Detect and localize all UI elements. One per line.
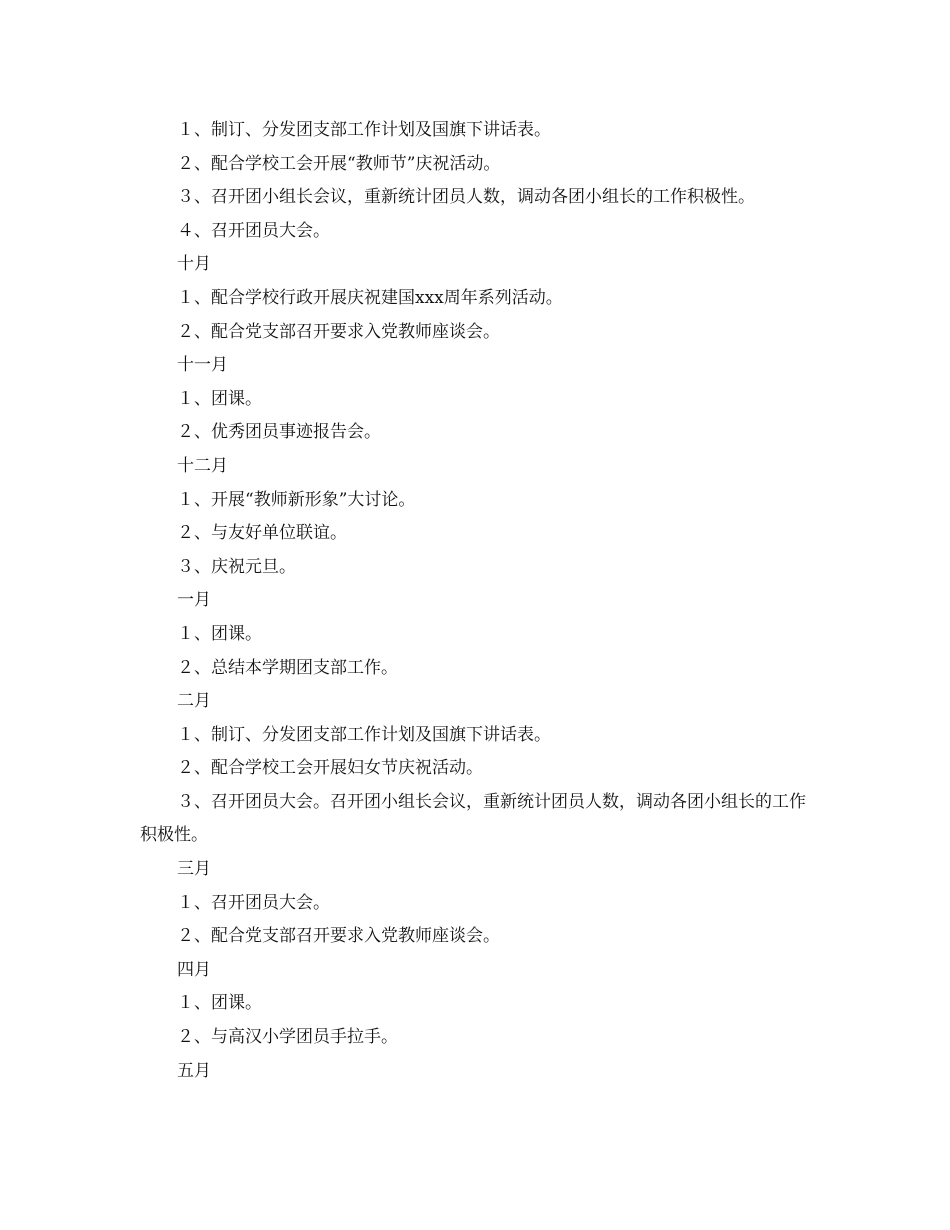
month-heading: 十二月 <box>177 455 228 476</box>
month-heading: 二月 <box>177 691 211 712</box>
list-item: ２、配合党支部召开要求入党教师座谈会。 <box>177 926 500 947</box>
month-heading: 十一月 <box>177 355 228 376</box>
list-item: １、团课。 <box>177 993 262 1014</box>
month-heading: 五月 <box>177 1060 211 1081</box>
list-item: ２、优秀团员事迹报告会。 <box>177 422 381 443</box>
list-item: ２、与友好单位联谊。 <box>177 523 347 544</box>
list-item: ３、召开团小组长会议，重新统计团员人数，调动各团小组长的工作积极性。 <box>177 187 755 208</box>
list-item: ２、总结本学期团支部工作。 <box>177 657 398 678</box>
list-item: １、制订、分发团支部工作计划及国旗下讲话表。 <box>177 724 551 745</box>
list-item: ２、与高汉小学团员手拉手。 <box>177 1027 398 1048</box>
list-item: ２、配合学校工会开展“教师节”庆祝活动。 <box>177 153 501 174</box>
list-item: ３、庆祝元旦。 <box>177 556 296 577</box>
list-item: １、团课。 <box>177 388 262 409</box>
list-item: １、配合学校行政开展庆祝建国xxx周年系列活动。 <box>177 287 563 308</box>
list-item: １、制订、分发团支部工作计划及国旗下讲话表。 <box>177 120 551 140</box>
month-heading: 三月 <box>177 859 211 880</box>
month-heading: 十月 <box>177 254 211 275</box>
month-heading: 一月 <box>177 590 211 611</box>
list-item: ２、配合党支部召开要求入党教师座谈会。 <box>177 321 500 342</box>
list-item: １、团课。 <box>177 623 262 644</box>
list-item: ４、召开团员大会。 <box>177 220 330 241</box>
list-item: １、开展“教师新形象”大讨论。 <box>177 489 416 510</box>
list-item: １、召开团员大会。 <box>177 892 330 913</box>
document-body <box>140 114 820 1088</box>
month-heading: 四月 <box>177 959 211 980</box>
list-item: ３、召开团员大会。召开团小组长会议，重新统计团员人数，调动各团小组长的工作积极性。 <box>140 791 806 846</box>
list-item: ２、配合学校工会开展妇女节庆祝活动。 <box>177 758 483 779</box>
